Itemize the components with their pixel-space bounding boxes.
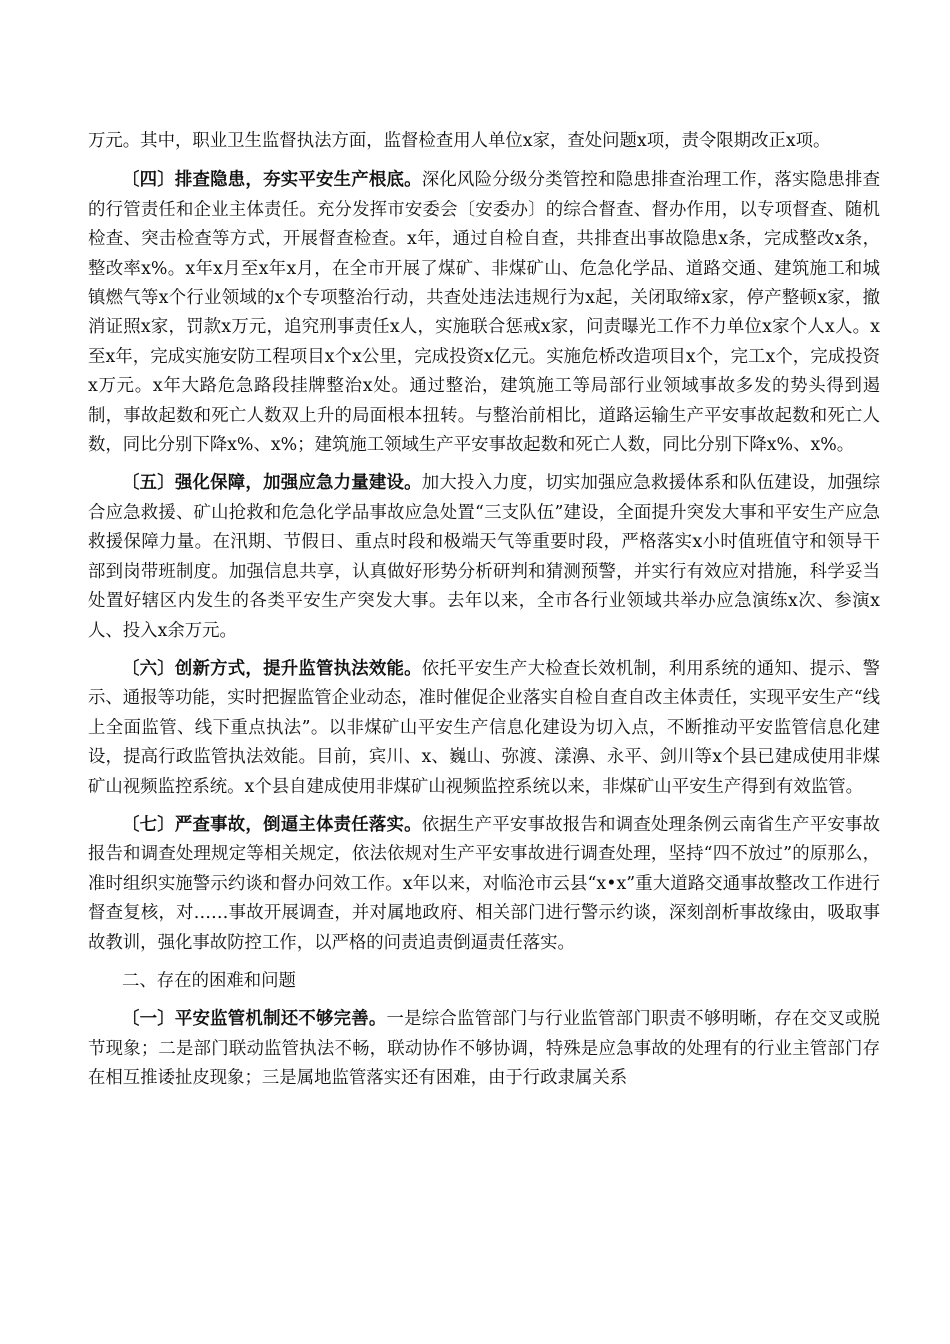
continuation-paragraph: 万元。其中，职业卫生监督执法方面，监督检查用人单位x家，查处问题x项，责令限期改正x项。 [88,131,831,151]
part-two-section-1-paragraph [88,1005,880,1093]
section-4-paragraph [88,166,880,460]
section-4-body: 深化风险分级分类管控和隐患排查治理工作，落实隐患排查的行管责任和企业主体责任。充分发挥市安委会〔安委办〕的综合督查、督办作用，以专项督查、随机检查、突击检查等方式，开展督查检查。x年，通过自检自查，共排查出事故隐患x条，完成整改x条，整改率x%。x年x月至x年x月，在全市开展了煤矿、非煤矿山、危急化学品、道路交通、建筑施工和城镇燃气等x个行业领域的x个专项整治行动，共查处违法违规行为x起，关闭取缔x家，停产整顿x家，撤消证照x家，罚款x万元，追究刑事责任x人，实施联合惩戒x家，问责曝光工作不力单位x家个人x人。x至x年，完成实施安防工程项目x个x公里，完成投资x亿元。实施危桥改造项目x个，完工x个，完成投资x万元。x年大路危急路段挂牌整治x处。通过整治，建筑施工等局部行业领域事故多发的势头得到遏制，事故起数和死亡人数双上升的局面根本扭转。与整治前相比，道路运输生产平安事故起数和死亡人数，同比分别下降x%、x%；建筑施工领域生产平安事故起数和死亡人数，同比分别下降x%、x%。 [88,170,880,456]
section-7-body: 依据生产平安事故报告和调查处理条例云南省生产平安事故报告和调查处理规定等相关规定，依法依规对生产平安事故进行调查处理，坚持“四不放过”的原那么，准时组织实施警示约谈和督办问效工作。x年以来，对临沧市云县“x•x”重大道路交通事故整改工作进行督查复核，对……事故开展调查，并对属地政府、相关部门进行警示约谈，深刻剖析事故缘由，吸取事故教训，强化事故防控工作，以严格的问责追责倒逼责任落实。 [88,814,880,953]
part-two-section-1-title: 〔一〕平安监管机制还不够完善。 [122,1009,387,1030]
section-4-title: 〔四〕排查隐患，夯实平安生产根底。 [122,170,422,191]
section-5-title: 〔五〕强化保障，加强应急力量建设。 [122,473,422,494]
section-5-paragraph [88,469,880,645]
section-6-title: 〔六〕创新方式，提升监管执法效能。 [122,658,422,679]
section-6-paragraph [88,655,880,802]
section-6-body: 依托平安生产大检查长效机制，利用系统的通知、提示、警示、通报等功能，实时把握监管企业动态，准时催促企业落实自检自查自改主体责任，实现平安生产“线上全面监管、线下重点执法”。以非煤矿山平安生产信息化建设为切入点，不断推动平安监管信息化建设，提高行政监管执法效能。目前，宾川、x、巍山、弥渡、漾濞、永平、剑川等x个县已建成使用非煤矿山视频监控系统。x个县自建成使用非煤矿山视频监控系统以来，非煤矿山平安生产得到有效监管。 [88,658,880,797]
section-5-body: 加大投入力度，切实加强应急救援体系和队伍建设，加强综合应急救援、矿山抢救和危急化学品事故应急处置“三支队伍”建设，全面提升突发大事和平安生产应急救援保障力量。在汛期、节假日、重点时段和极端天气等重要时段，严格落实x小时值班值守和领导干部到岗带班制度。加强信息共享，认真做好形势分析研判和猜测预警，并实行有效应对措施，科学妥当处置好辖区内发生的各类平安生产突发大事。去年以来，全市各行业领域共举办应急演练x次、参演x人、投入x余万元。 [88,473,880,641]
part-two-section-1-body: 一是综合监管部门与行业监管部门职责不够明晰，存在交叉或脱节现象；二是部门联动监管执法不畅，联动协作不够协调，特殊是应急事故的处理有的行业主管部门存在相互推诿扯皮现象；三是属地监管落实还有困难，由于行政隶属关系 [88,1009,880,1089]
part-two-heading: 二、存在的困难和问题 [122,970,296,991]
document-page [88,127,880,1103]
section-7-paragraph [88,811,880,958]
section-7-title: 〔七〕严查事故，倒逼主体责任落实。 [122,814,422,835]
